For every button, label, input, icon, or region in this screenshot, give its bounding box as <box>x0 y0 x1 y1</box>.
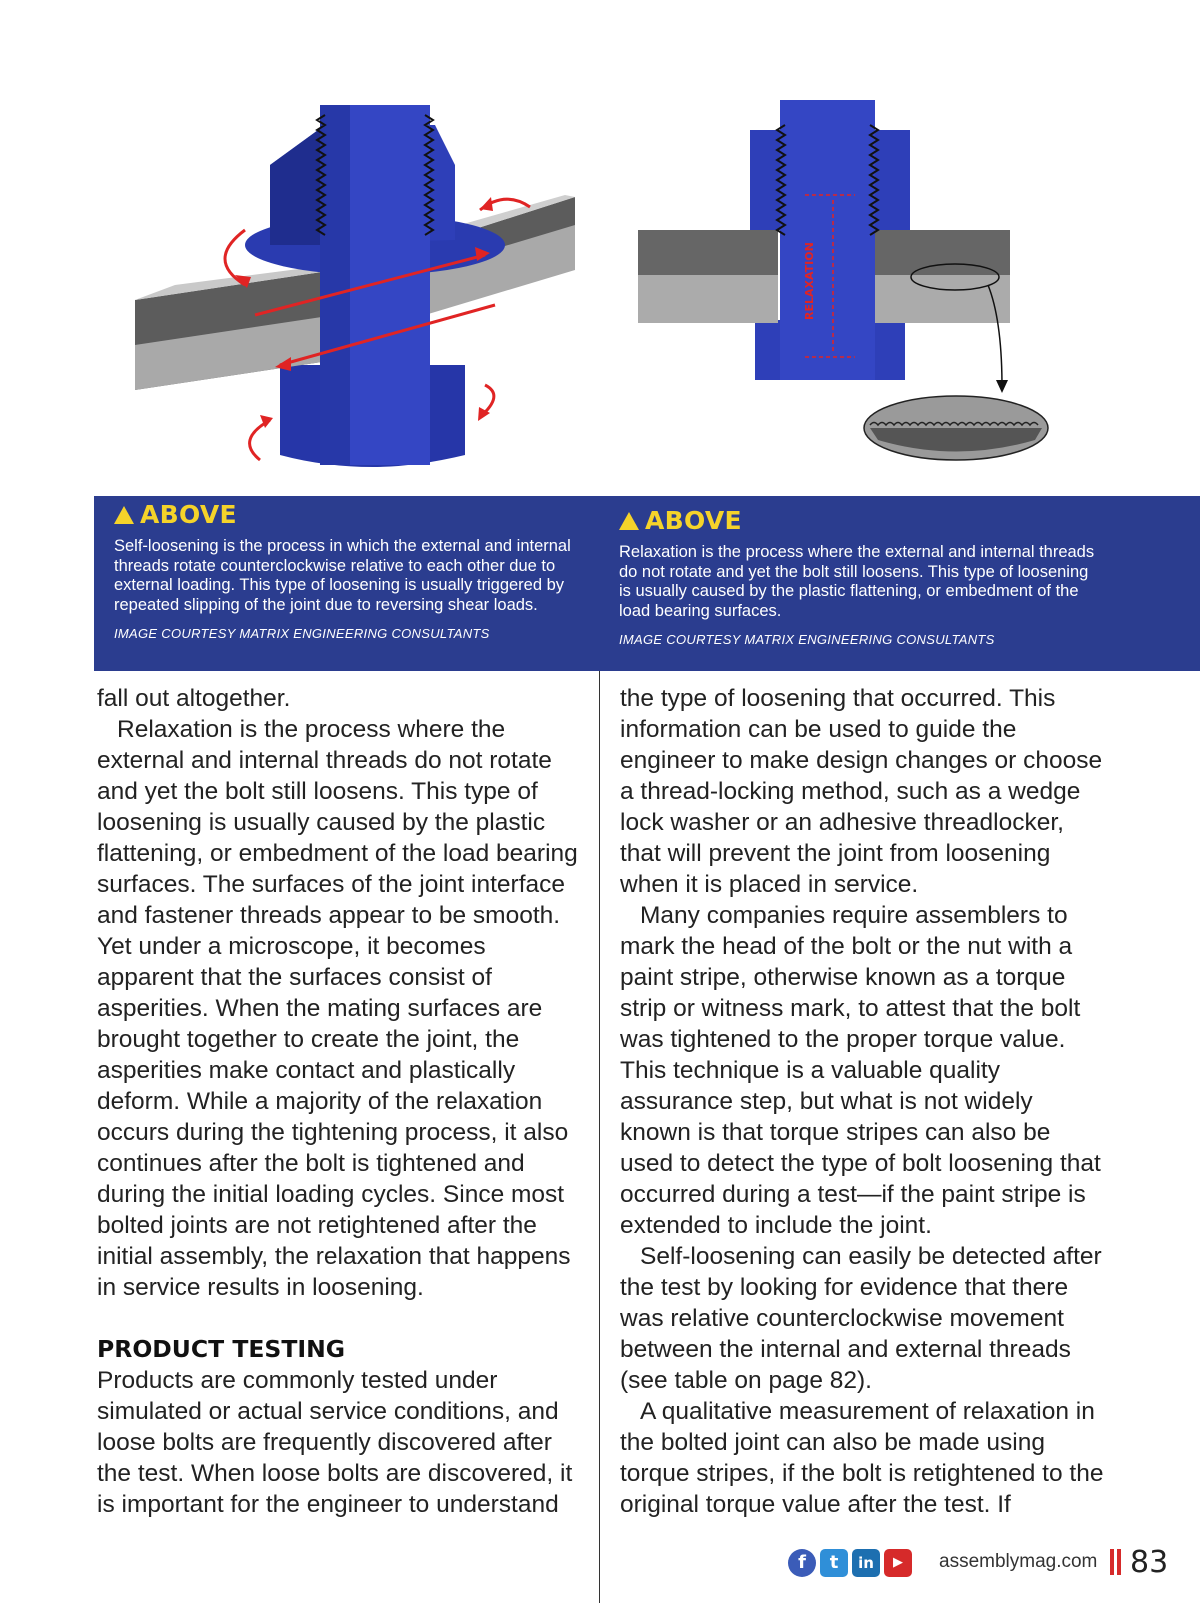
paragraph: Products are commonly tested under simulated or actual service conditions, and loose bolts are frequently discovered after the test. When loose bolts are discovered, it is important for the engineer to understand <box>97 1367 573 1518</box>
article-column-right <box>620 683 1110 1520</box>
caption-right-body: Relaxation is the process where the external and internal threads do not rotate and yet the bolt still loosens. This type of loosening is usually caused by the plastic flattening, or embedment of the load bearing surfaces. <box>619 543 1095 620</box>
warning-triangle-icon <box>114 506 134 524</box>
youtube-icon[interactable]: ▶ <box>884 1549 912 1577</box>
paragraph: Many companies require assemblers to mark the head of the bolt or the nut with a paint stripe, otherwise known as a torque strip or witness mark, to attest that the bolt was tightened to the proper torque value. This technique is a valuable quality assurance step, but what is not widely known is that torque stripes can also be used to detect the type of bolt loosening that occurred during a test—if the paint stripe is extended to include the joint. <box>620 902 1101 1239</box>
relaxation-illustration <box>630 95 1070 475</box>
caption-left-heading <box>114 500 574 529</box>
caption-left-credit: IMAGE COURTESY MATRIX ENGINEERING CONSULTANTS <box>114 626 490 641</box>
paragraph: Self-loosening can easily be detected after the test by looking for evidence that there was relative counterclockwise movement between the internal and external threads (see table on page 82). <box>620 1243 1102 1394</box>
paragraph: fall out altogether. <box>97 685 291 712</box>
caption-right-heading <box>619 506 1099 535</box>
caption-left <box>114 500 574 641</box>
paragraph: Relaxation is the process where the external and internal threads do not rotate and yet the bolt still loosens. This type of loosening is usually caused by the plastic flattening, or embedment of the load bearing surfaces. The surfaces of the joint interface and fastener threads appear to be smooth. Yet under a microscope, it becomes apparent that the surfaces consist of asperities. When the mating surfaces are brought together to create the joint, the asperities make contact and plastically deform. While a majority of the relaxation occurs during the tightening process, it also continues after the bolt is tightened and during the initial loading cycles. Since most bolted joints are not retightened after the initial assembly, the relaxation that happens in service results in loosening. <box>97 716 578 1301</box>
caption-left-body: Self-loosening is the process in which the external and internal threads rotate counterclockwise relative to each other due to external loading. This type of loosening is usually triggered by repeated slipping of the joint due to reversing shear loads. <box>114 537 571 614</box>
page-bar <box>1110 1549 1114 1575</box>
caption-right-credit: IMAGE COURTESY MATRIX ENGINEERING CONSULTANTS <box>619 632 995 647</box>
paragraph: the type of loosening that occurred. This information can be used to guide the engineer to make design changes or choose a thread-locking method, such as a wedge lock washer or an adhesive threadlocker, that will prevent the joint from loosening when it is placed in service. <box>620 685 1103 898</box>
page-bar <box>1117 1549 1121 1575</box>
self-loosening-illustration <box>95 95 595 495</box>
relaxation-label: RELAXATION <box>803 242 816 320</box>
facebook-icon[interactable]: f <box>788 1549 816 1577</box>
site-url[interactable]: assemblymag.com <box>939 1551 1098 1572</box>
caption-right-heading-text: ABOVE <box>645 506 742 535</box>
column-divider <box>599 671 600 1603</box>
caption-left-heading-text: ABOVE <box>140 500 237 529</box>
paragraph: A qualitative measurement of relaxation in the bolted joint can also be made using torque stripes, if the bolt is retightened to the original torque value after the test. If <box>620 1398 1104 1518</box>
caption-right <box>619 506 1099 647</box>
article-column-left <box>97 683 585 1520</box>
warning-triangle-icon <box>619 512 639 530</box>
section-heading: PRODUCT TESTING <box>97 1335 346 1363</box>
page-footer <box>780 1545 1200 1595</box>
page-number: 83 <box>1130 1545 1169 1580</box>
twitter-icon[interactable]: t <box>820 1549 848 1577</box>
linkedin-icon[interactable]: in <box>852 1549 880 1577</box>
